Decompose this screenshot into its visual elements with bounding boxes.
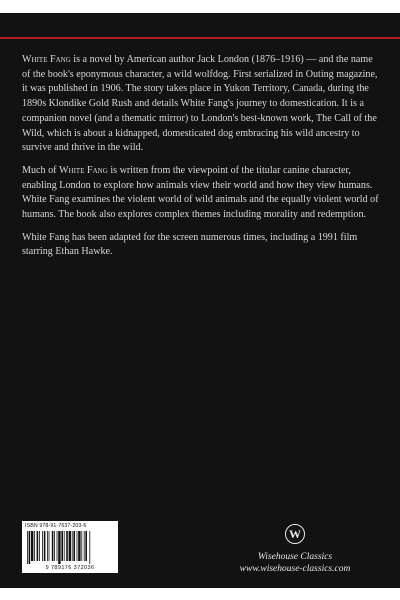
publisher-logo-letter: W [289,527,301,541]
isbn-label: ISBN 978-91-7637-203-6 [25,523,87,529]
book-title-lead: White Fang [22,54,71,65]
publisher-block [200,523,390,574]
publisher-name: Wisehouse Classics [257,552,333,562]
blurb-paragraph-1-text: is a novel by American author Jack London (1876–1916) — and the name of the book's eponymous character, a wild wolfdog. First serialized in Outing magazine, it was published in 1906. The story takes place in Yukon Territory, Canada, during the 1890s Klondike Gold Rush and details White Fang's journey to domestication. It is a companion novel (and a thematic mirror) to London's best-known work, The Call of the Wild, which is about a kidnapped, domesticated dog embracing his wild ancestry to survive and thrive in the wild. [22,54,378,154]
blurb-paragraph-2-text-after: is written from the viewpoint of the titular canine character, enabling London to explore how animals view their world and how they view humans. White Fang examines the violent world of wild animals and the equally violent world of humans. The book also explores complex themes including morality and redemption. [22,164,379,221]
barcode-image [26,531,114,564]
blurb-paragraph-2 [22,164,382,223]
blurb-paragraph-2-text-before: Much of [22,164,60,176]
blurb-paragraph-1 [22,53,382,156]
book-title-inline: White Fang [59,164,108,176]
top-white-band [0,0,400,13]
blurb-paragraph-3: White Fang has been adapted for the screen numerous times, including a 1991 film starring Ethan Hawke. [22,231,358,258]
barcode-digits: 9 789176 372036 [45,565,95,571]
isbn-barcode-box [22,521,118,573]
red-divider-rule [0,37,400,39]
blurb-text [22,53,382,268]
bottom-white-band [0,588,400,600]
publisher-url: www.wisehouse-classics.com [239,564,351,574]
publisher-logo-icon [284,523,306,550]
